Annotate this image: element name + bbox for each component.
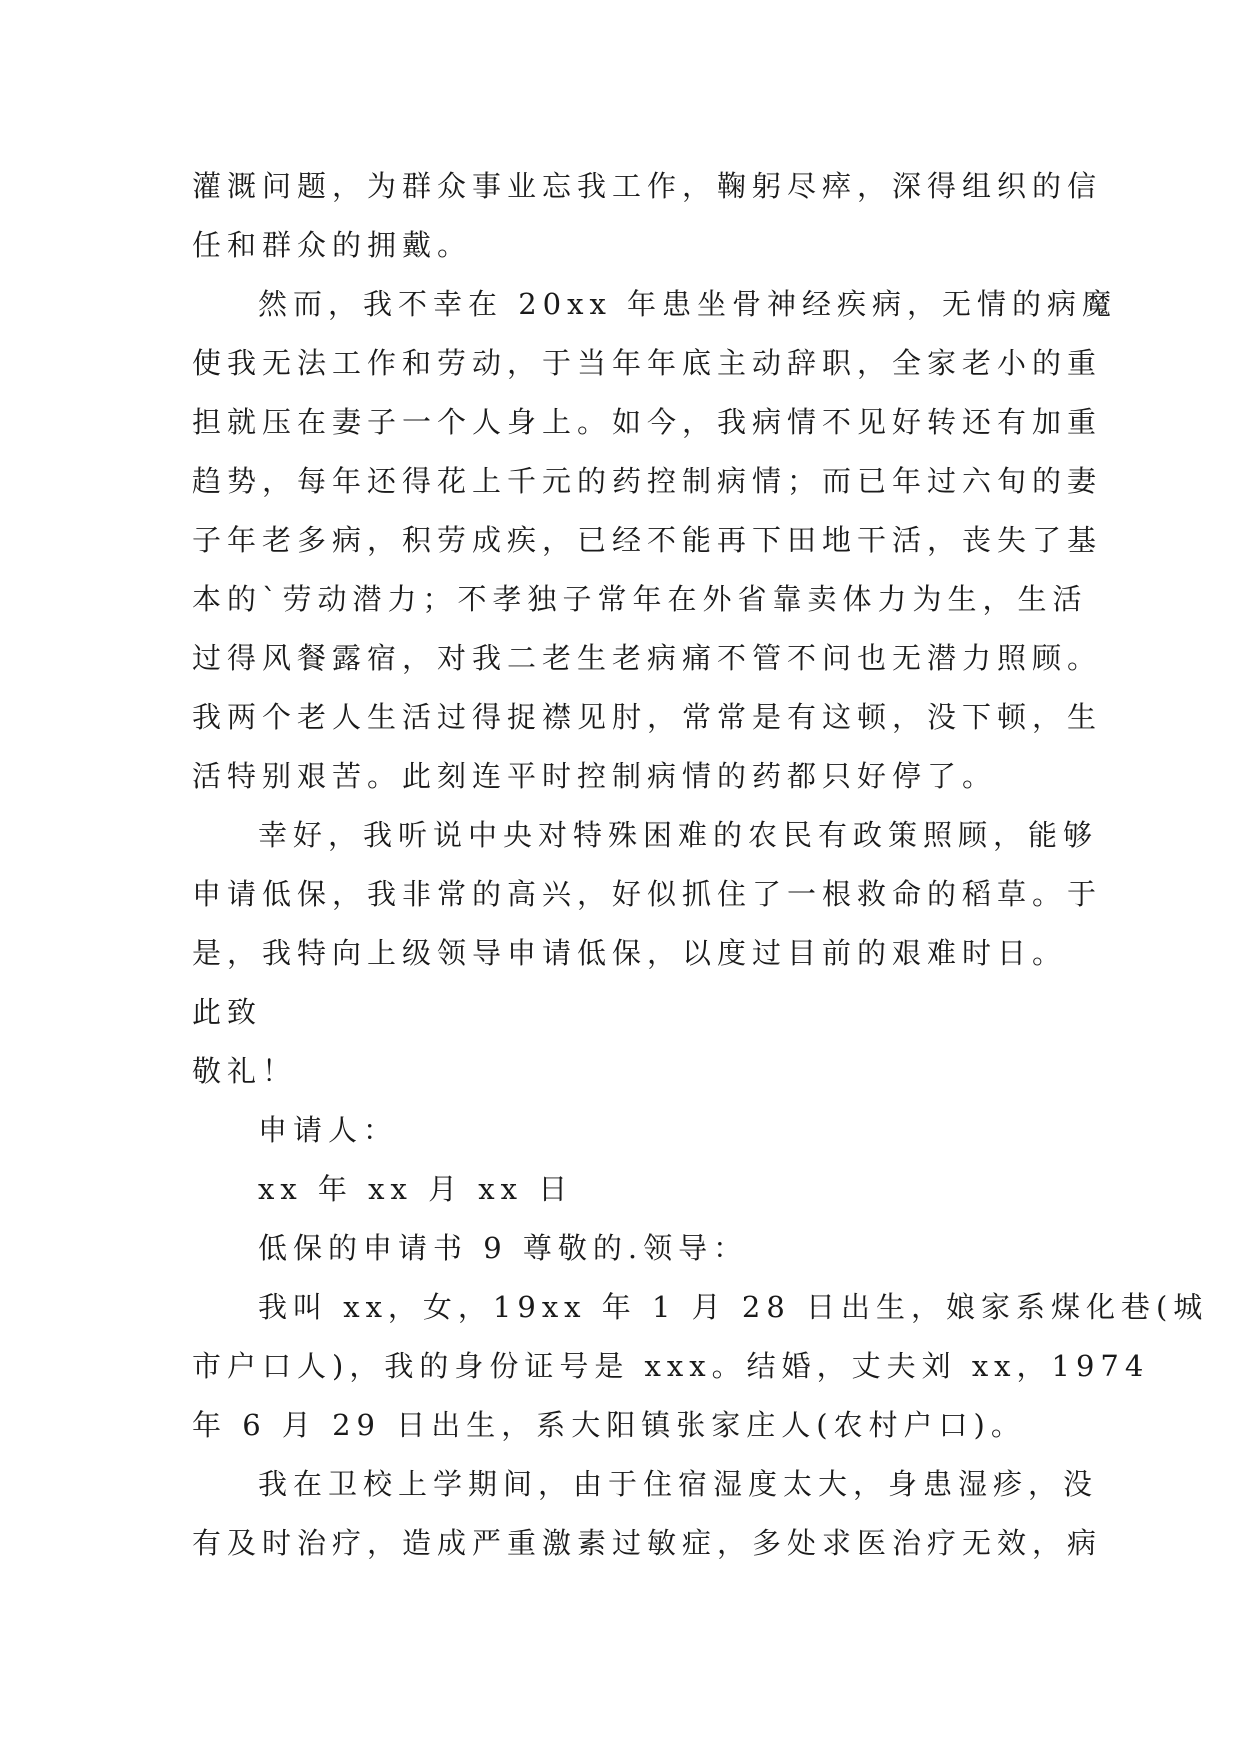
body-line: 有及时治疗，造成严重激素过敏症，多处求医治疗无效，病	[192, 1526, 1103, 1560]
paragraph-start-line: 我叫 xx，女，19xx 年 1 月 28 日出生，娘家系煤化巷(城	[258, 1290, 1209, 1324]
body-line: 担就压在妻子一个人身上。如今，我病情不见好转还有加重	[192, 405, 1103, 439]
body-line: 申请低保，我非常的高兴，好似抓住了一根救命的稻草。于	[192, 877, 1103, 911]
body-line: 市户口人)，我的身份证号是 xxx。结婚，丈夫刘 xx，1974	[192, 1349, 1150, 1383]
body-line: 子年老多病，积劳成疾，已经不能再下田地干活，丧失了基	[192, 523, 1103, 557]
closing-line: 此致	[192, 995, 263, 1029]
paragraph-start-line: 然而，我不幸在 20xx 年患坐骨神经疾病，无情的病魔	[258, 287, 1118, 321]
body-line: 趋势，每年还得花上千元的药控制病情；而已年过六旬的妻	[192, 464, 1103, 498]
body-line: 使我无法工作和劳动，于当年年底主动辞职，全家老小的重	[192, 346, 1103, 380]
body-line: 灌溉问题，为群众事业忘我工作，鞠躬尽瘁，深得组织的信	[192, 169, 1103, 203]
body-line: 本的`劳动潜力；不孝独子常年在外省靠卖体力为生，生活	[192, 582, 1088, 616]
applicant-line: 申请人：	[258, 1113, 399, 1147]
salutation-line: 敬礼！	[192, 1054, 298, 1088]
body-line: 我两个老人生活过得捉襟见肘，常常是有这顿，没下顿，生	[192, 700, 1103, 734]
section-title-line: 低保的申请书 9 尊敬的.领导：	[258, 1231, 749, 1265]
paragraph-start-line: 幸好，我听说中央对特殊困难的农民有政策照顾，能够	[258, 818, 1099, 852]
date-line: xx 年 xx 月 xx 日	[258, 1172, 574, 1206]
paragraph-start-line: 我在卫校上学期间，由于住宿湿度太大，身患湿疹，没	[258, 1467, 1099, 1501]
body-line: 活特别艰苦。此刻连平时控制病情的药都只好停了。	[192, 759, 998, 793]
body-line: 任和群众的拥戴。	[192, 228, 473, 262]
body-line: 是，我特向上级领导申请低保，以度过目前的艰难时日。	[192, 936, 1068, 970]
body-line: 年 6 月 29 日出生，系大阳镇张家庄人(农村户口)。	[192, 1408, 1026, 1442]
body-line: 过得风餐露宿，对我二老生老病痛不管不问也无潜力照顾。	[192, 641, 1103, 675]
